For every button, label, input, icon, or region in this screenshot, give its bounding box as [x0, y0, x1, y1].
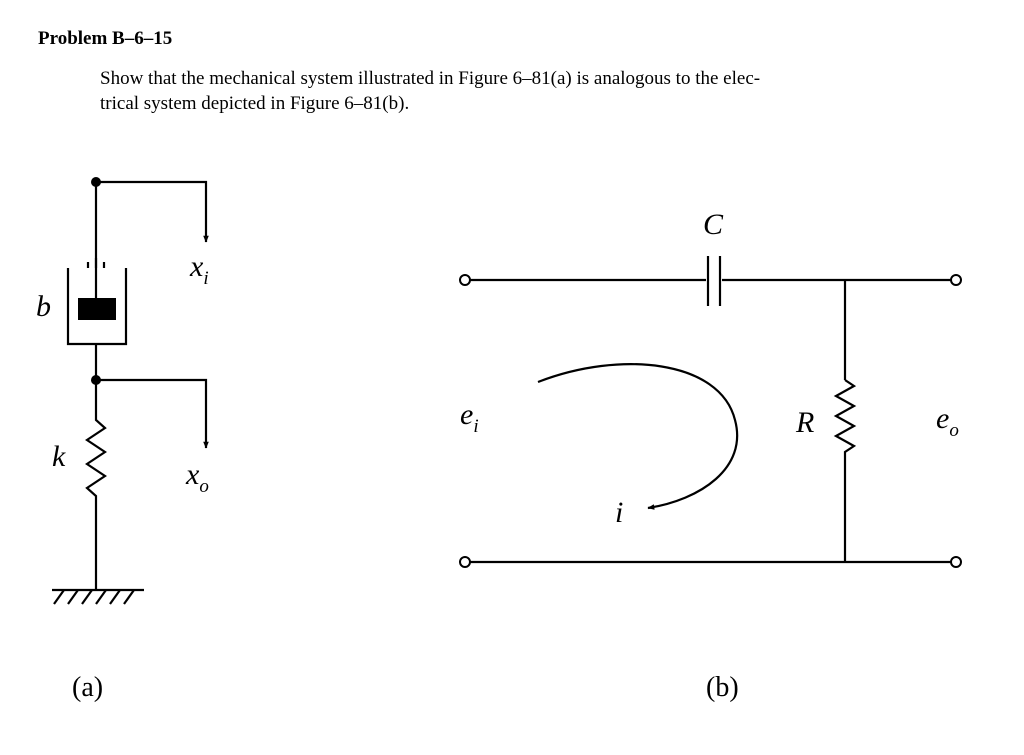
input-terminal-bottom — [460, 557, 470, 567]
ground — [52, 590, 144, 604]
input-displacement-label: xi — [190, 250, 209, 289]
electrical-circuit — [460, 208, 961, 703]
output-terminal-bottom — [951, 557, 961, 567]
statement-line-2: trical system depicted in Figure 6–81(b). — [100, 93, 410, 114]
input-voltage-label: ei — [460, 398, 479, 437]
resistor — [836, 380, 854, 562]
statement-line-1: Show that the mechanical system illustrated in Figure 6–81(a) is analogous to the elec- — [100, 68, 761, 89]
capacitor-label: C — [703, 208, 724, 241]
mechanical-system — [36, 177, 209, 703]
damper — [68, 258, 126, 344]
capacitor — [708, 256, 720, 306]
spring — [87, 380, 105, 590]
input-terminal-top — [460, 275, 470, 285]
output-terminal-top — [951, 275, 961, 285]
current-loop-arrow — [538, 364, 737, 508]
damper-label: b — [36, 290, 51, 323]
output-displacement-arrow — [96, 380, 206, 448]
output-voltage-label: eo — [936, 402, 959, 441]
output-displacement-label: xo — [186, 458, 209, 497]
input-displacement-arrow — [96, 182, 206, 242]
figure-b-caption: (b) — [706, 672, 739, 703]
problem-title: Problem B–6–15 — [38, 28, 173, 49]
current-label: i — [615, 496, 624, 529]
resistor-label: R — [796, 406, 815, 439]
figure-a-caption: (a) — [72, 672, 104, 703]
spring-label: k — [52, 440, 66, 473]
